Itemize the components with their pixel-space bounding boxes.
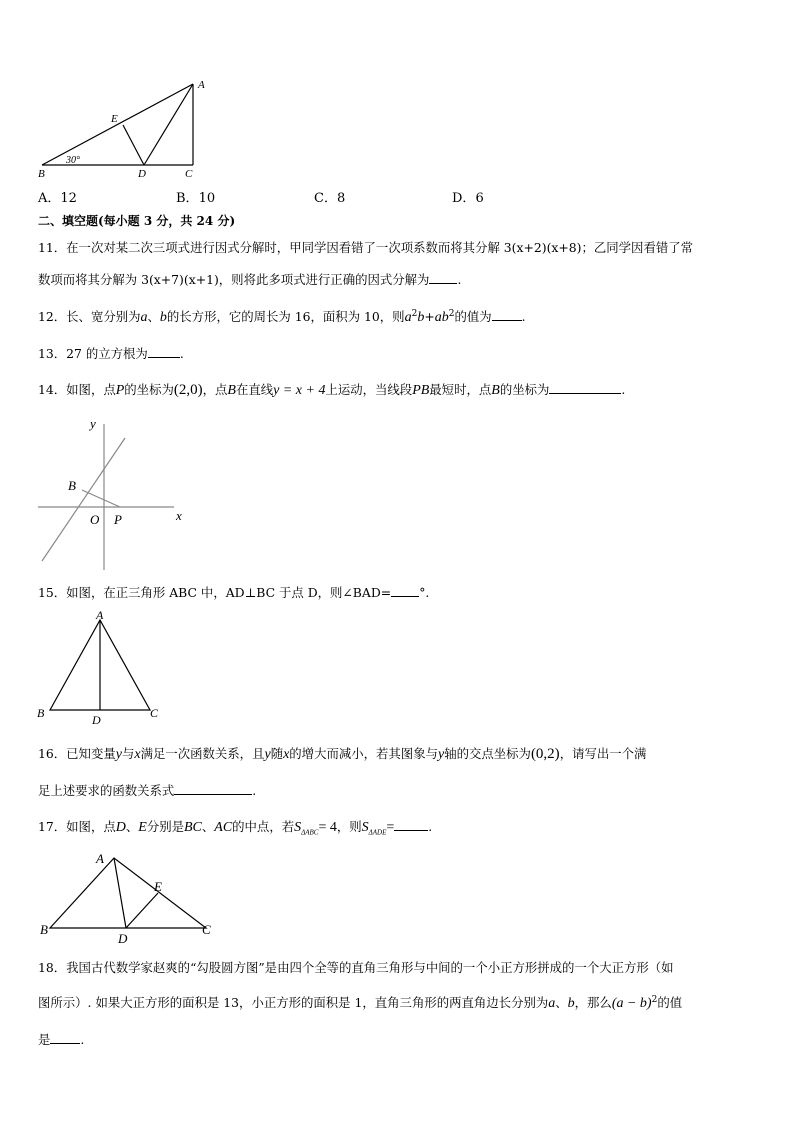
label-x: x [176,508,182,523]
label-c: C [185,168,193,180]
label-y: y [90,416,96,431]
label-c: C [202,922,211,937]
option-c: C．8 [314,191,346,206]
answer-blank-17[interactable] [394,818,428,831]
label-a: A [96,608,104,622]
triangle-abc [50,858,206,928]
label-angle: 30° [66,155,80,166]
line-y-x-4 [42,438,125,561]
question-14: 14．如图，点P的坐标为(2,0)，点B在直线y = x + 4上运动，当线段PB最短时，点B的坐标为 . [38,382,626,398]
question-18-line-2: 图所示）. 如果大正方形的面积是 13，小正方形的面积是 1，直角三角形的两直角边长分别为a、b，那么$(a - b)^2$的值 [38,994,683,1011]
figure-q10 [34,76,214,182]
figure-q15 [34,608,174,728]
question-18-line-3: 是 . [38,1032,85,1047]
segment-ed [123,125,144,165]
answer-blank-11[interactable] [429,271,457,284]
label-a: A [198,79,205,91]
label-d: D [92,713,101,727]
label-o: O [90,512,100,527]
segment-pb [82,490,120,507]
section-heading: 二、填空题(每小题 3 分，共 24 分) [38,214,236,228]
question-11-line-1: 11．在一次对某二次三项式进行因式分解时，甲同学因看错了一次项系数而将其分解 3(x+2)(x+8)；乙同学因看错了常 [38,240,694,255]
question-16-line-2: 足上述要求的函数关系式 . [38,783,257,798]
label-c: C [150,706,159,720]
answer-blank-16[interactable] [174,782,252,795]
answer-blank-14[interactable] [549,381,621,394]
question-15: 15．如图，在正三角形 ABC 中，AD⊥BC 于点 D，则∠BAD= °. [38,585,430,600]
label-b: B [40,922,48,937]
figure-q14 [34,414,194,574]
option-d: D．6 [452,191,484,206]
question-12: 12．长、宽分别为a、b的长方形，它的周长为 16，面积为 10，则$a^2b+ab^2$的值为 . [38,308,526,325]
question-11-line-2: 数项而将其分解为 3(x+7)(x+1)，则将此多项式进行正确的因式分解为 . [38,272,462,287]
segment-ad [114,858,126,928]
label-b: B [37,706,45,720]
answer-blank-18[interactable] [50,1031,80,1044]
answer-blank-13[interactable] [148,345,180,358]
label-b: B [68,478,76,493]
segment-ad [144,84,193,165]
label-a: A [96,851,104,866]
figure-q17 [34,846,224,946]
label-d: D [138,168,146,180]
label-p: P [114,512,122,527]
question-18-line-1: 18．我国古代数学家赵爽的“勾股圆方图”是由四个全等的直角三角形与中间的一个小正方形拼成的一个大正方形（如 [38,960,674,975]
label-e: E [111,113,118,125]
option-a: A．12 [38,191,77,206]
question-17: 17．如图，点D、E分别是BC、AC的中点，若$S_{\Delta ABC}= 4$，则$S_{\Delta ADE}=$ . [38,819,433,837]
option-b: B．10 [176,191,216,206]
answer-blank-12[interactable] [492,308,522,321]
question-13: 13．27 的立方根为 . [38,346,184,361]
segment-de [126,893,158,928]
label-d: D [118,931,128,946]
label-b: B [38,168,45,180]
question-16-line-1: 16．已知变量y与x满足一次函数关系，且y随x的增大而减小，若其图象与y轴的交点坐标为(0,2)，请写出一个满 [38,746,647,762]
label-e: E [154,879,162,894]
answer-blank-15[interactable] [391,584,419,597]
